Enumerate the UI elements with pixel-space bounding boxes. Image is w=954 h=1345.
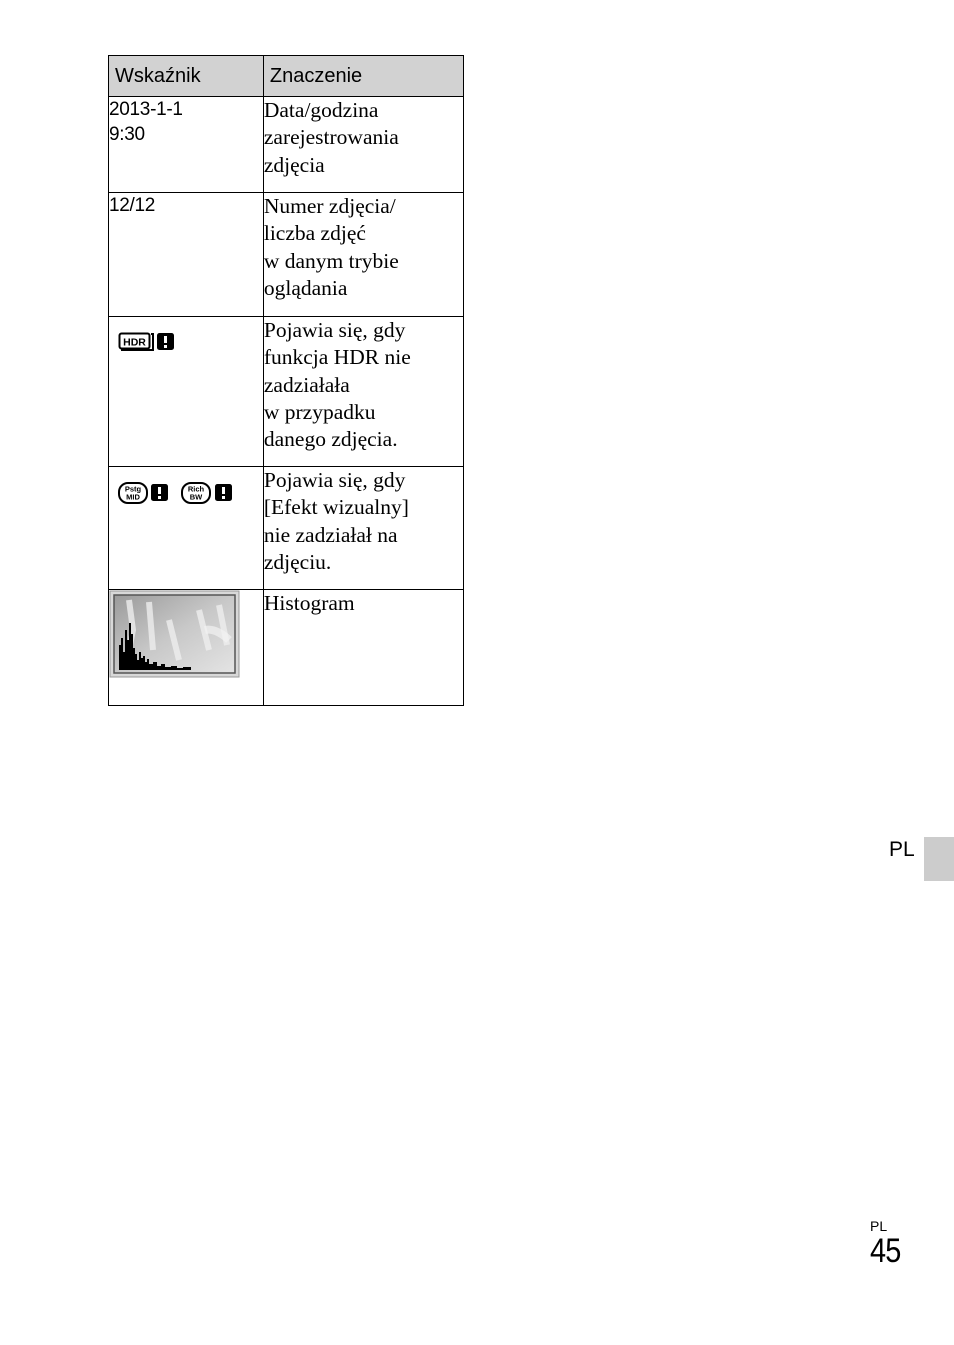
meaning-cell bbox=[263, 467, 463, 590]
table-header-row bbox=[109, 56, 464, 97]
meaning-line: oglądania bbox=[263, 275, 348, 300]
meaning-line: Histogram bbox=[263, 591, 355, 615]
hdr-icon-text: HDR bbox=[123, 336, 146, 349]
indicator-cell bbox=[109, 97, 264, 193]
meaning-line: zdjęciu. bbox=[263, 549, 332, 574]
meaning-line: funkcja HDR nie bbox=[263, 345, 411, 370]
indicator-table bbox=[108, 55, 464, 706]
meaning-line: Numer zdjęcia/ bbox=[263, 194, 396, 218]
mid-icon-text: MID bbox=[126, 492, 140, 502]
indicator-image-count: 12/12 bbox=[109, 195, 156, 216]
indicator-time: 9:30 bbox=[109, 124, 145, 145]
pstg-icon-text: Pstg bbox=[124, 484, 142, 494]
meaning-cell bbox=[263, 317, 463, 467]
table-row bbox=[109, 97, 464, 193]
meaning-line: Data/godzina bbox=[263, 98, 379, 122]
meaning-line: Pojawia się, gdy bbox=[263, 318, 406, 342]
posterization-mid-warning-icon bbox=[119, 483, 168, 503]
page-number: 45 bbox=[870, 1232, 901, 1270]
language-tab-marker bbox=[924, 837, 954, 881]
meaning-line: [Efekt wizualny] bbox=[263, 495, 409, 520]
header-indicator: Wskaźnik bbox=[109, 56, 264, 97]
meaning-line: zarejestrowania bbox=[263, 125, 399, 150]
rich-icon-text: Rich bbox=[187, 484, 205, 494]
indicator-cell bbox=[109, 193, 264, 317]
bw-icon-text: BW bbox=[189, 492, 203, 502]
table-row bbox=[109, 467, 464, 590]
indicator-date: 2013-1-1 bbox=[109, 99, 183, 120]
meaning-cell bbox=[263, 193, 463, 317]
meaning-cell bbox=[263, 590, 463, 706]
meaning-line: w przypadku bbox=[263, 399, 376, 424]
header-meaning: Znaczenie bbox=[263, 56, 463, 97]
indicator-cell bbox=[109, 590, 264, 706]
meaning-line: zdjęcia bbox=[263, 152, 325, 177]
meaning-line: zadziałała bbox=[263, 372, 350, 397]
meaning-line: liczba zdjęć bbox=[263, 221, 366, 246]
meaning-line: Pojawia się, gdy bbox=[263, 468, 406, 492]
table-row bbox=[109, 193, 464, 317]
picture-effect-icons bbox=[109, 467, 263, 505]
table-row bbox=[109, 317, 464, 467]
meaning-line: danego zdjęcia. bbox=[263, 427, 398, 452]
histogram-thumbnail bbox=[109, 590, 241, 678]
table-row bbox=[109, 590, 464, 706]
footer-language: PL bbox=[870, 1218, 888, 1234]
rich-bw-warning-icon bbox=[182, 483, 232, 503]
meaning-cell bbox=[263, 97, 463, 193]
indicator-cell bbox=[109, 317, 264, 467]
meaning-line: nie zadziałał na bbox=[263, 522, 398, 547]
language-tab-label: PL bbox=[889, 838, 915, 861]
indicator-cell bbox=[109, 467, 264, 590]
hdr-warning-icon bbox=[109, 317, 263, 353]
meaning-line: w danym trybie bbox=[263, 248, 399, 273]
